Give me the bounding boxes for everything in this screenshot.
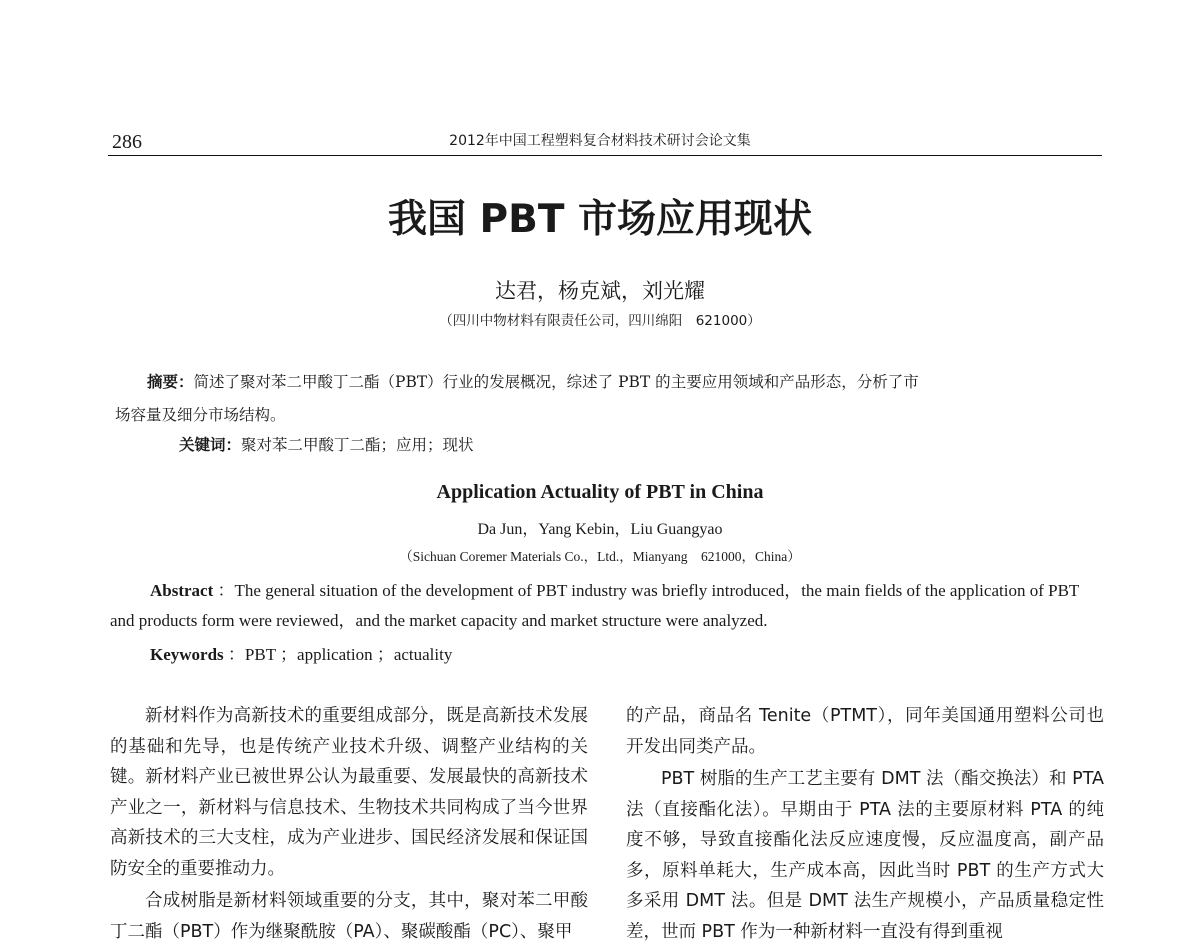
keywords-en-label: Keywords	[150, 645, 224, 664]
body-column-left	[110, 701, 588, 949]
abstract-en-label: Abstract	[150, 581, 214, 600]
abstract-zh-line2: 场容量及细分市场结构。	[115, 406, 286, 424]
page-number: 286	[112, 131, 142, 153]
abstract-en-text: ：The general situation of the development of PBT industry was briefly introduced，the main fields of the application of PBT and products form were reviewed，and the market capacity and market structure were analyzed.	[110, 581, 1079, 630]
abstract-zh	[115, 366, 1077, 432]
running-header: 2012年中国工程塑料复合材料技术研讨会论文集	[449, 133, 751, 149]
keywords-en-text: ：PBT ；application ；actuality	[227, 645, 453, 664]
authors-zh: 达君，杨克斌，刘光耀	[495, 279, 705, 303]
body-paragraph: PBT 树脂的生产工艺主要有 DMT 法（酯交换法）和 PTA 法（直接酯化法）。早期由于 PTA 法的主要原材料 PTA 的纯度不够，导致直接酯化法反应速度慢，反应温度高，副产品多，原料单耗大，生产成本高，因此当时 PBT 的生产方式大多采用 DMT 法。但是 DMT 法生产规模小，产品质量稳定性差，世而 PBT 作为一种新材料一直没有得到重视	[626, 769, 1104, 942]
authors-en: Da Jun，Yang Kebin，Liu Guangyao	[477, 521, 723, 538]
paper-title-en: Application Actuality of PBT in China	[436, 481, 764, 503]
keywords-en	[150, 640, 452, 665]
keywords-zh-label: 关键词：	[179, 436, 242, 454]
keywords-zh-text: 聚对苯二甲酸丁二酯；应用；现状	[241, 436, 474, 454]
body-paragraph: 合成树脂是新材料领域重要的分支，其中，聚对苯二甲酸丁二酯（PBT）作为继聚酰胺（PA）、聚碳酸酯（PC）、聚甲	[110, 891, 588, 942]
affiliation-zh: （四川中物材料有限责任公司，四川绵阳 621000）	[439, 313, 761, 329]
abstract-zh-label: 摘要：	[147, 373, 194, 391]
abstract-en	[110, 576, 1103, 636]
body-column-right	[626, 701, 1104, 949]
header-rule	[108, 155, 1102, 156]
affiliation-en: （Sichuan Coremer Materials Co.，Ltd.，Mianyang 621000，China）	[399, 549, 801, 564]
keywords-zh	[179, 433, 474, 455]
abstract-zh-line1: 简述了聚对苯二甲酸丁二酯（PBT）行业的发展概况，综述了 PBT 的主要应用领域和产品形态，分析了市	[193, 373, 919, 391]
body-paragraph: 新材料作为高新技术的重要组成部分，既是高新技术发展的基础和先导，也是传统产业技术升级、调整产业结构的关键。新材料产业已被世界公认为最重要、发展最快的高新技术产业之一，新材料与信息技术、生物技术共同构成了当今世界高新技术的三大支柱，成为产业进步、国民经济发展和保证国防安全的重要推动力。	[110, 706, 588, 879]
body-paragraph: 的产品，商品名 Tenite（PTMT），同年美国通用塑料公司也开发出同类产品。	[626, 706, 1104, 757]
paper-title-zh: 我国 PBT 市场应用现状	[387, 197, 813, 242]
